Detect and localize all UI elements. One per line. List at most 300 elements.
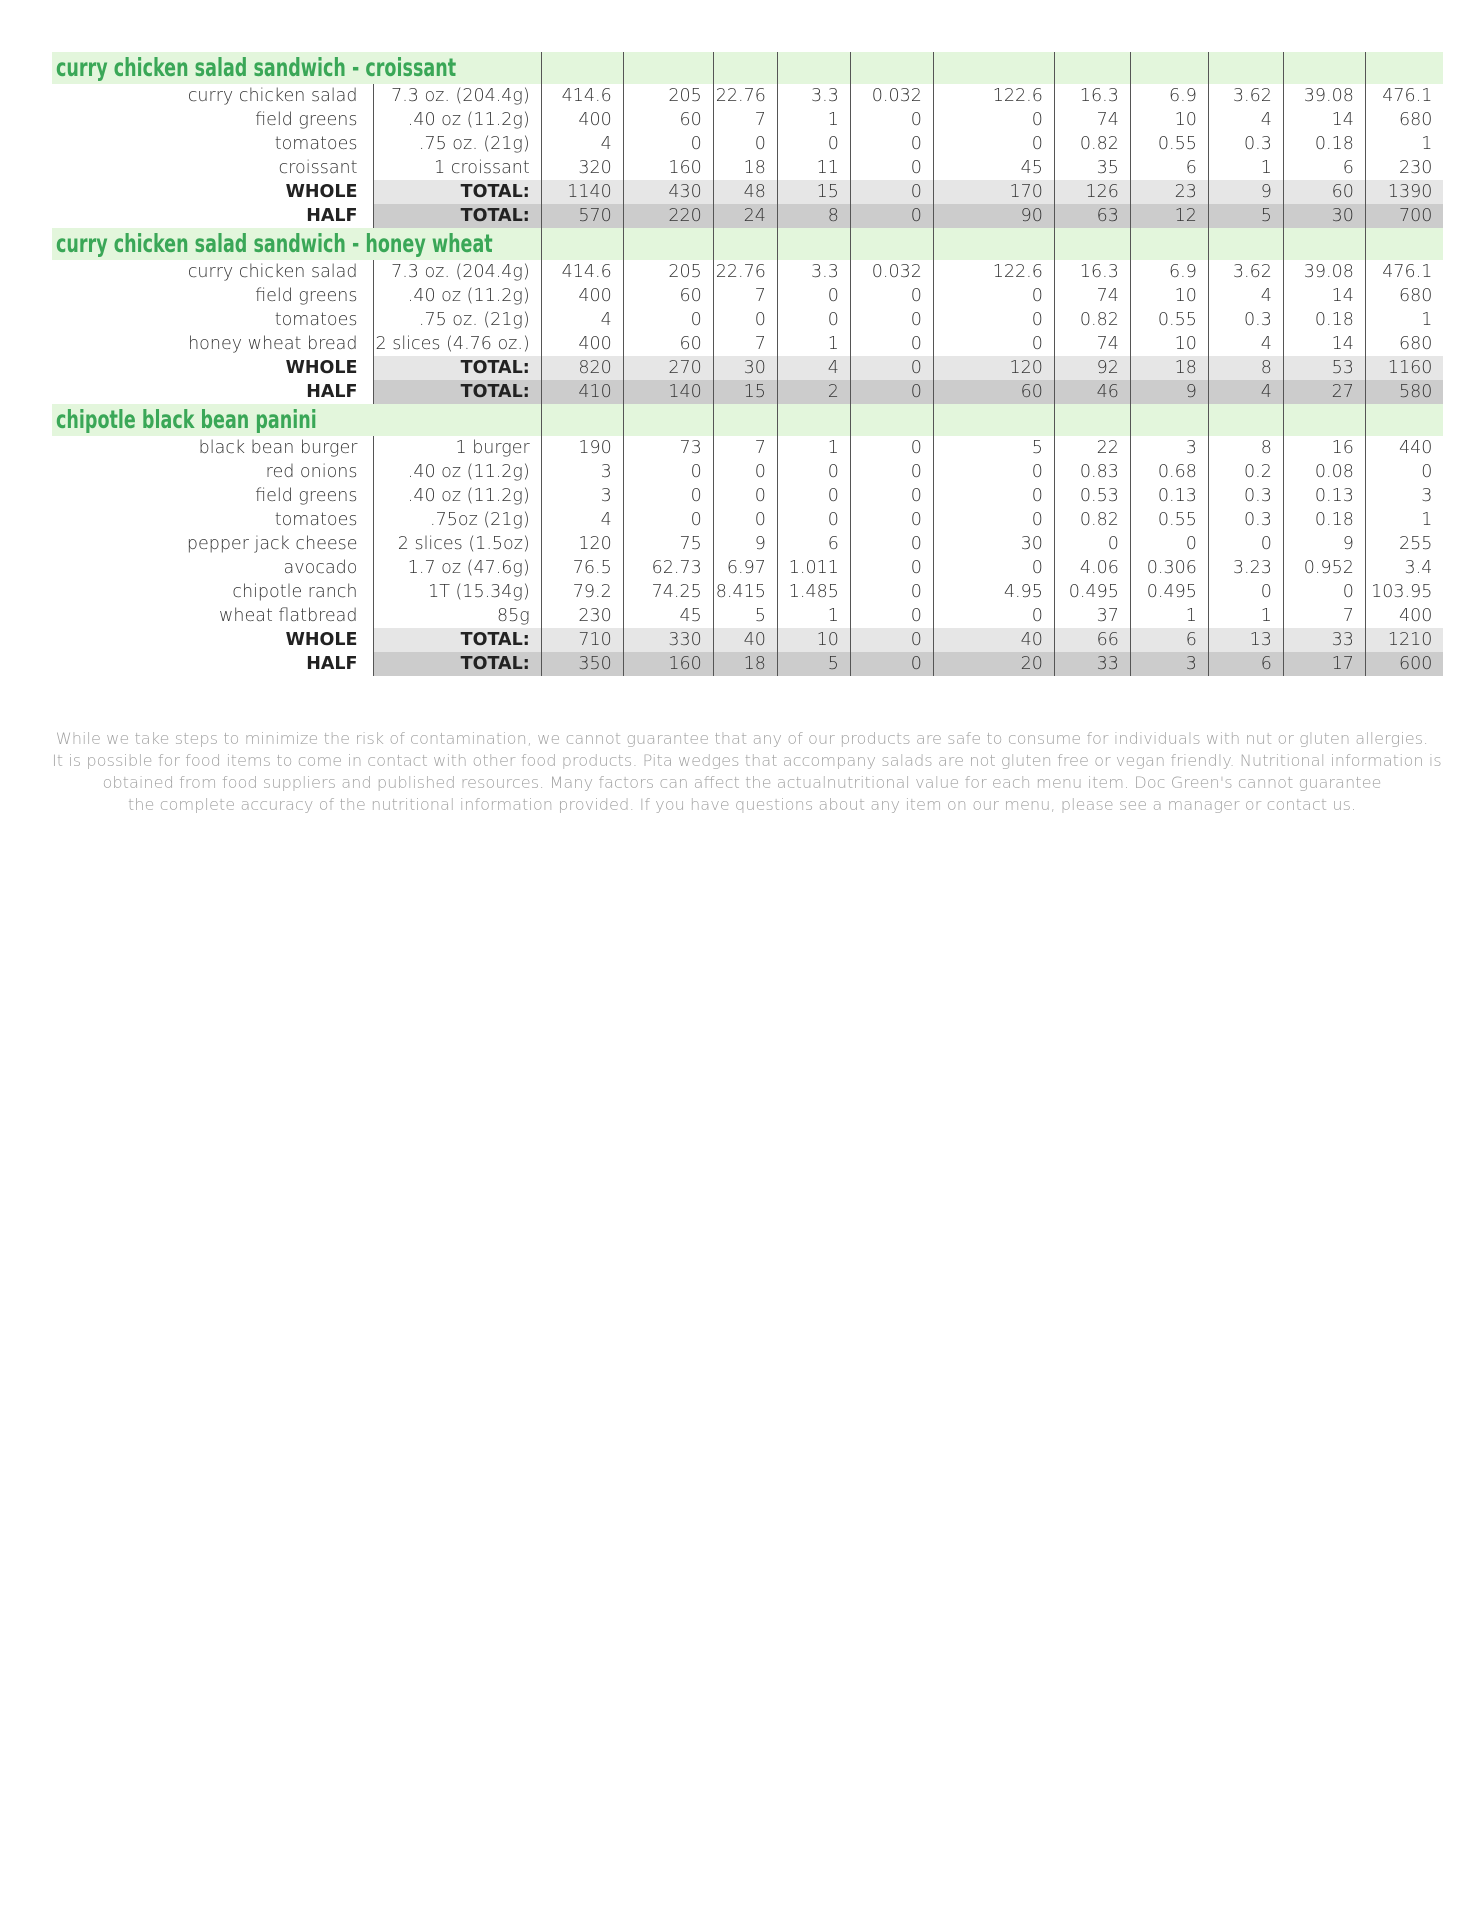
ingredient-row [52, 532, 1443, 556]
total-value: 0 [850, 628, 933, 652]
nutrient-value: 9 [1283, 532, 1365, 556]
disclaimer-line: It is possible for food items to come in contact with other food products. Pita wedges that accompany salads are not gluten free or vegan friendly. Nutritional information is [52, 751, 1442, 770]
nutrient-value: 30 [933, 532, 1054, 556]
section-header-spacer [850, 404, 933, 436]
nutrient-value: 0 [850, 108, 933, 132]
section-header-spacer [1130, 228, 1208, 260]
nutrient-value: 0.13 [1130, 484, 1208, 508]
total-value: 0 [850, 652, 933, 676]
nutrient-value: 0 [850, 308, 933, 332]
section-header-spacer [1130, 404, 1208, 436]
section-header-spacer [1054, 52, 1130, 84]
section-header-spacer [373, 404, 541, 436]
nutrient-value: 75 [623, 532, 713, 556]
total-value: 15 [777, 180, 850, 204]
serving-size: 1.7 oz (47.6g) [373, 556, 541, 580]
nutrient-value: 0.83 [1054, 460, 1130, 484]
nutrient-value: 0 [850, 532, 933, 556]
nutrient-value: 6 [1283, 156, 1365, 180]
nutrient-value: 0 [933, 308, 1054, 332]
half-label-cell [52, 204, 373, 228]
nutrient-value: 74 [1054, 332, 1130, 356]
section-header-spacer [713, 228, 777, 260]
section-header-spacer [623, 228, 713, 260]
total-value: 710 [541, 628, 623, 652]
serving-size: 1 burger [373, 436, 541, 460]
nutrient-value: 5 [933, 436, 1054, 460]
nutrient-value: 0.55 [1130, 132, 1208, 156]
ingredient-row [52, 284, 1443, 308]
section-header-row [52, 228, 1443, 260]
nutrient-value: 16.3 [1054, 84, 1130, 108]
section-header-spacer [1054, 228, 1130, 260]
nutrient-value: 0.3 [1208, 484, 1283, 508]
whole-label: WHOLE [285, 182, 358, 202]
total-value: 92 [1054, 356, 1130, 380]
nutrient-value: 0 [777, 308, 850, 332]
nutrient-value: 0.495 [1054, 580, 1130, 604]
nutrient-value: 6.97 [713, 556, 777, 580]
ingredient-row [52, 508, 1443, 532]
section-header-spacer [623, 404, 713, 436]
nutrient-value: 0 [777, 132, 850, 156]
total-value: 126 [1054, 180, 1130, 204]
total-value: 20 [933, 652, 1054, 676]
total-value: 140 [623, 380, 713, 404]
section-header-spacer [933, 404, 1054, 436]
nutrient-value: 22.76 [713, 84, 777, 108]
total-value: 330 [623, 628, 713, 652]
nutrient-value: 1 [1365, 508, 1443, 532]
nutrient-value: 400 [541, 108, 623, 132]
serving-size: 1T (15.34g) [373, 580, 541, 604]
ingredient-row [52, 484, 1443, 508]
nutrient-value: 0.495 [1130, 580, 1208, 604]
nutrient-value: 122.6 [933, 260, 1054, 284]
nutrient-value: 0 [933, 284, 1054, 308]
nutrient-value: 120 [541, 532, 623, 556]
nutrient-value: 16 [1283, 436, 1365, 460]
nutrient-value: 76.5 [541, 556, 623, 580]
section-header-spacer [1365, 228, 1443, 260]
nutrient-value: 3.4 [1365, 556, 1443, 580]
total-value: 4 [1208, 380, 1283, 404]
nutrient-value: 0 [1283, 580, 1365, 604]
nutrient-value: 0 [1208, 580, 1283, 604]
nutrient-value: 3.62 [1208, 260, 1283, 284]
section-title: chipotle black bean panini [56, 405, 317, 434]
section-header-spacer [1365, 404, 1443, 436]
nutrient-value: 1 [777, 108, 850, 132]
nutrient-value: 4 [541, 132, 623, 156]
nutrient-value: 74.25 [623, 580, 713, 604]
nutrient-value: 255 [1365, 532, 1443, 556]
nutrient-value: 37 [1054, 604, 1130, 628]
ingredient-name: honey wheat bread [188, 334, 358, 354]
nutrient-value: 0 [1365, 460, 1443, 484]
nutrient-value: 230 [1365, 156, 1443, 180]
total-value: 270 [623, 356, 713, 380]
nutrient-value: 0.18 [1283, 308, 1365, 332]
nutrient-value: 1 [777, 332, 850, 356]
total-value: 4 [777, 356, 850, 380]
total-value: 220 [623, 204, 713, 228]
nutrient-value: 4.95 [933, 580, 1054, 604]
total-value: 410 [541, 380, 623, 404]
half-total-row [52, 652, 1443, 676]
whole-label-cell [52, 356, 373, 380]
section-header-spacer [713, 52, 777, 84]
section-header-spacer [713, 404, 777, 436]
half-label: HALF [306, 382, 358, 402]
nutrient-value: 6.9 [1130, 260, 1208, 284]
serving-size: 7.3 oz. (204.4g) [373, 84, 541, 108]
nutrient-value: 230 [541, 604, 623, 628]
nutrient-value: 414.6 [541, 260, 623, 284]
total-value: 15 [713, 380, 777, 404]
nutrient-value: 14 [1283, 108, 1365, 132]
total-value: 30 [713, 356, 777, 380]
nutrient-value: 0 [623, 508, 713, 532]
nutrient-value: 440 [1365, 436, 1443, 460]
nutrient-value: 0 [850, 132, 933, 156]
ingredient-row [52, 108, 1443, 132]
whole-label: WHOLE [285, 630, 358, 650]
ingredient-row [52, 604, 1443, 628]
nutrient-value: 4 [541, 308, 623, 332]
nutrient-value: 1.011 [777, 556, 850, 580]
nutrient-value: 0.82 [1054, 508, 1130, 532]
nutrient-value: 205 [623, 260, 713, 284]
nutrient-value: 400 [1365, 604, 1443, 628]
nutrient-value: 0 [623, 132, 713, 156]
whole-label-cell [52, 180, 373, 204]
total-value: 8 [1208, 356, 1283, 380]
total-value: 570 [541, 204, 623, 228]
nutrient-value: 4 [1208, 332, 1283, 356]
nutrient-value: 3.3 [777, 260, 850, 284]
total-label: TOTAL: [373, 180, 541, 204]
nutrient-value: 0.3 [1208, 308, 1283, 332]
allergy-disclaimer [52, 728, 1442, 816]
serving-size: .40 oz (11.2g) [373, 284, 541, 308]
nutrient-value: 0 [850, 580, 933, 604]
section-title-cell [52, 228, 493, 260]
nutrient-value: 0 [933, 484, 1054, 508]
nutrient-value: 45 [623, 604, 713, 628]
ingredient-name: field greens [255, 486, 358, 506]
section-header-spacer [1130, 52, 1208, 84]
nutrient-value: 1 [1365, 308, 1443, 332]
section-header-spacer [1365, 52, 1443, 84]
half-label: HALF [306, 654, 358, 674]
nutrient-value: 0.68 [1130, 460, 1208, 484]
nutrient-value: 14 [1283, 284, 1365, 308]
total-value: 18 [1130, 356, 1208, 380]
nutrient-value: 190 [541, 436, 623, 460]
nutrient-value: 6.9 [1130, 84, 1208, 108]
nutrient-value: 45 [933, 156, 1054, 180]
nutrient-value: 476.1 [1365, 260, 1443, 284]
ingredient-name: field greens [255, 110, 358, 130]
nutrient-value: 3.23 [1208, 556, 1283, 580]
nutrient-value: 4 [1208, 284, 1283, 308]
whole-label-cell [52, 628, 373, 652]
total-value: 350 [541, 652, 623, 676]
nutrient-value: 0 [850, 284, 933, 308]
section-header-spacer [850, 228, 933, 260]
whole-total-row [52, 356, 1443, 380]
total-value: 600 [1365, 652, 1443, 676]
ingredient-name: chipotle ranch [232, 582, 358, 602]
nutrient-value: 60 [623, 332, 713, 356]
ingredient-name: wheat flatbread [219, 606, 358, 626]
total-value: 23 [1130, 180, 1208, 204]
half-total-row [52, 204, 1443, 228]
nutrient-value: 0 [713, 132, 777, 156]
serving-size: 85g [373, 604, 541, 628]
total-value: 2 [777, 380, 850, 404]
nutrient-value: 10 [1130, 284, 1208, 308]
nutrient-value: 0.3 [1208, 132, 1283, 156]
serving-size: 1 croissant [373, 156, 541, 180]
total-value: 60 [933, 380, 1054, 404]
total-label: TOTAL: [373, 204, 541, 228]
nutrient-value: 0 [1054, 532, 1130, 556]
ingredient-row [52, 436, 1443, 460]
total-value: 0 [850, 380, 933, 404]
section-header-spacer [850, 52, 933, 84]
total-value: 9 [1130, 380, 1208, 404]
total-value: 33 [1283, 628, 1365, 652]
nutrient-value: 476.1 [1365, 84, 1443, 108]
nutrient-value: 3 [1130, 436, 1208, 460]
nutrient-value: 0 [713, 460, 777, 484]
serving-size: .75 oz. (21g) [373, 308, 541, 332]
section-header-row [52, 52, 1443, 84]
total-label: TOTAL: [373, 652, 541, 676]
section-header-row [52, 404, 1443, 436]
ingredient-row [52, 460, 1443, 484]
disclaimer-line: the complete accuracy of the nutritional information provided. If you have questions about any item on our menu, please see a manager or contact us. [127, 795, 1357, 814]
total-value: 13 [1208, 628, 1283, 652]
nutrient-value: 79.2 [541, 580, 623, 604]
section-header-spacer [541, 52, 623, 84]
serving-size: 7.3 oz. (204.4g) [373, 260, 541, 284]
nutrient-value: 0 [623, 484, 713, 508]
nutrient-value: 1 [1365, 132, 1443, 156]
nutrient-value: 0.3 [1208, 508, 1283, 532]
nutrient-value: 400 [541, 332, 623, 356]
total-value: 5 [777, 652, 850, 676]
half-label-cell [52, 652, 373, 676]
nutrient-value: 0 [933, 508, 1054, 532]
ingredient-name: tomatoes [274, 310, 358, 330]
section-header-spacer [777, 52, 850, 84]
nutrient-value: 0.952 [1283, 556, 1365, 580]
total-value: 5 [1208, 204, 1283, 228]
serving-size: .40 oz (11.2g) [373, 460, 541, 484]
ingredient-name: pepper jack cheese [186, 534, 358, 554]
total-value: 430 [623, 180, 713, 204]
total-value: 33 [1054, 652, 1130, 676]
serving-size: .40 oz (11.2g) [373, 484, 541, 508]
ingredient-name: curry chicken salad [187, 262, 358, 282]
total-value: 700 [1365, 204, 1443, 228]
nutrient-value: 0 [713, 508, 777, 532]
total-label: TOTAL: [373, 380, 541, 404]
nutrient-value: 7 [713, 332, 777, 356]
nutrient-value: 6 [777, 532, 850, 556]
nutrient-value: 0 [933, 132, 1054, 156]
nutrient-value: 74 [1054, 284, 1130, 308]
nutrient-value: 0 [850, 508, 933, 532]
nutrient-value: 8 [1208, 436, 1283, 460]
nutrient-value: 0 [933, 332, 1054, 356]
serving-size: 2 slices (4.76 oz.) [373, 332, 541, 356]
total-label: TOTAL: [373, 356, 541, 380]
nutrient-value: 0.032 [850, 84, 933, 108]
ingredient-row [52, 556, 1443, 580]
nutrient-value: 6 [1130, 156, 1208, 180]
total-value: 120 [933, 356, 1054, 380]
nutrient-value: 0.18 [1283, 132, 1365, 156]
nutrient-value: 1 [777, 436, 850, 460]
total-value: 820 [541, 356, 623, 380]
nutrient-value: 9 [713, 532, 777, 556]
nutrient-value: 0 [850, 556, 933, 580]
nutrient-value: 0.032 [850, 260, 933, 284]
nutrient-value: 39.08 [1283, 260, 1365, 284]
nutrient-value: 62.73 [623, 556, 713, 580]
nutrient-value: 7 [1283, 604, 1365, 628]
total-value: 90 [933, 204, 1054, 228]
nutrient-value: 8.415 [713, 580, 777, 604]
section-title: curry chicken salad sandwich - croissant [56, 53, 457, 82]
nutrient-value: 22 [1054, 436, 1130, 460]
ingredient-row [52, 580, 1443, 604]
section-header-spacer [777, 404, 850, 436]
nutrient-value: 0 [933, 604, 1054, 628]
total-value: 0 [850, 180, 933, 204]
serving-size: 2 slices (1.5oz) [373, 532, 541, 556]
total-value: 40 [713, 628, 777, 652]
total-value: 27 [1283, 380, 1365, 404]
nutrient-value: 320 [541, 156, 623, 180]
nutrient-value: 3.62 [1208, 84, 1283, 108]
section-title-cell [52, 404, 373, 436]
serving-size: .40 oz (11.2g) [373, 108, 541, 132]
serving-size: .75oz (21g) [373, 508, 541, 532]
ingredient-name: croissant [278, 158, 358, 178]
nutrient-value: 0 [850, 332, 933, 356]
total-value: 60 [1283, 180, 1365, 204]
section-header-spacer [1208, 404, 1283, 436]
nutrient-value: 0.82 [1054, 132, 1130, 156]
total-value: 66 [1054, 628, 1130, 652]
nutrient-value: 205 [623, 84, 713, 108]
nutrient-value: 0.53 [1054, 484, 1130, 508]
total-value: 30 [1283, 204, 1365, 228]
disclaimer-line: While we take steps to minimize the risk of contamination, we cannot guarantee that any of our products are safe to consume for individuals with nut or gluten allergies. [55, 729, 1429, 748]
total-value: 3 [1130, 652, 1208, 676]
section-header-spacer [1208, 52, 1283, 84]
nutrient-value: 0 [713, 484, 777, 508]
nutrient-value: 0.18 [1283, 508, 1365, 532]
section-title-cell [52, 52, 457, 84]
nutrient-value: 160 [623, 156, 713, 180]
nutrient-value: 60 [623, 108, 713, 132]
total-value: 18 [713, 652, 777, 676]
nutrient-value: 0 [850, 460, 933, 484]
ingredient-name: black bean burger [198, 438, 358, 458]
total-value: 9 [1208, 180, 1283, 204]
nutrient-value: 7 [713, 284, 777, 308]
total-label: TOTAL: [373, 628, 541, 652]
section-header-spacer [541, 228, 623, 260]
nutrient-value: 0 [933, 556, 1054, 580]
ingredient-row [52, 308, 1443, 332]
section-header-spacer [541, 404, 623, 436]
total-value: 46 [1054, 380, 1130, 404]
total-value: 8 [777, 204, 850, 228]
ingredient-name: field greens [255, 286, 358, 306]
total-value: 6 [1208, 652, 1283, 676]
total-value: 0 [850, 356, 933, 380]
half-total-row [52, 380, 1443, 404]
section-header-spacer [1208, 228, 1283, 260]
nutrient-value: 0.13 [1283, 484, 1365, 508]
nutrient-value: 0 [777, 484, 850, 508]
total-value: 53 [1283, 356, 1365, 380]
nutrient-value: 10 [1130, 332, 1208, 356]
total-value: 40 [933, 628, 1054, 652]
nutrient-value: 0 [933, 460, 1054, 484]
nutrient-value: 122.6 [933, 84, 1054, 108]
section-header-spacer [1283, 404, 1365, 436]
total-value: 1160 [1365, 356, 1443, 380]
total-value: 0 [850, 204, 933, 228]
nutrient-value: 74 [1054, 108, 1130, 132]
ingredient-row [52, 260, 1443, 284]
nutrient-value: 39.08 [1283, 84, 1365, 108]
nutrient-value: 0 [777, 460, 850, 484]
ingredient-name: avocado [283, 558, 358, 578]
section-header-spacer [623, 52, 713, 84]
total-value: 160 [623, 652, 713, 676]
nutrient-value: 0.08 [1283, 460, 1365, 484]
total-value: 48 [713, 180, 777, 204]
ingredient-name: tomatoes [274, 510, 358, 530]
nutrient-value: 0 [623, 460, 713, 484]
total-value: 170 [933, 180, 1054, 204]
nutrient-value: 0 [1130, 532, 1208, 556]
total-value: 24 [713, 204, 777, 228]
nutrient-value: 0 [777, 508, 850, 532]
nutrient-value: 11 [777, 156, 850, 180]
nutrient-value: 0 [623, 308, 713, 332]
nutrient-value: 3 [541, 460, 623, 484]
total-value: 6 [1130, 628, 1208, 652]
ingredient-row [52, 84, 1443, 108]
nutrient-value: 35 [1054, 156, 1130, 180]
nutrient-value: 0 [850, 484, 933, 508]
nutrient-value: 7 [713, 108, 777, 132]
whole-total-row [52, 180, 1443, 204]
total-value: 10 [777, 628, 850, 652]
nutrient-value: 10 [1130, 108, 1208, 132]
nutrient-value: 1 [777, 604, 850, 628]
